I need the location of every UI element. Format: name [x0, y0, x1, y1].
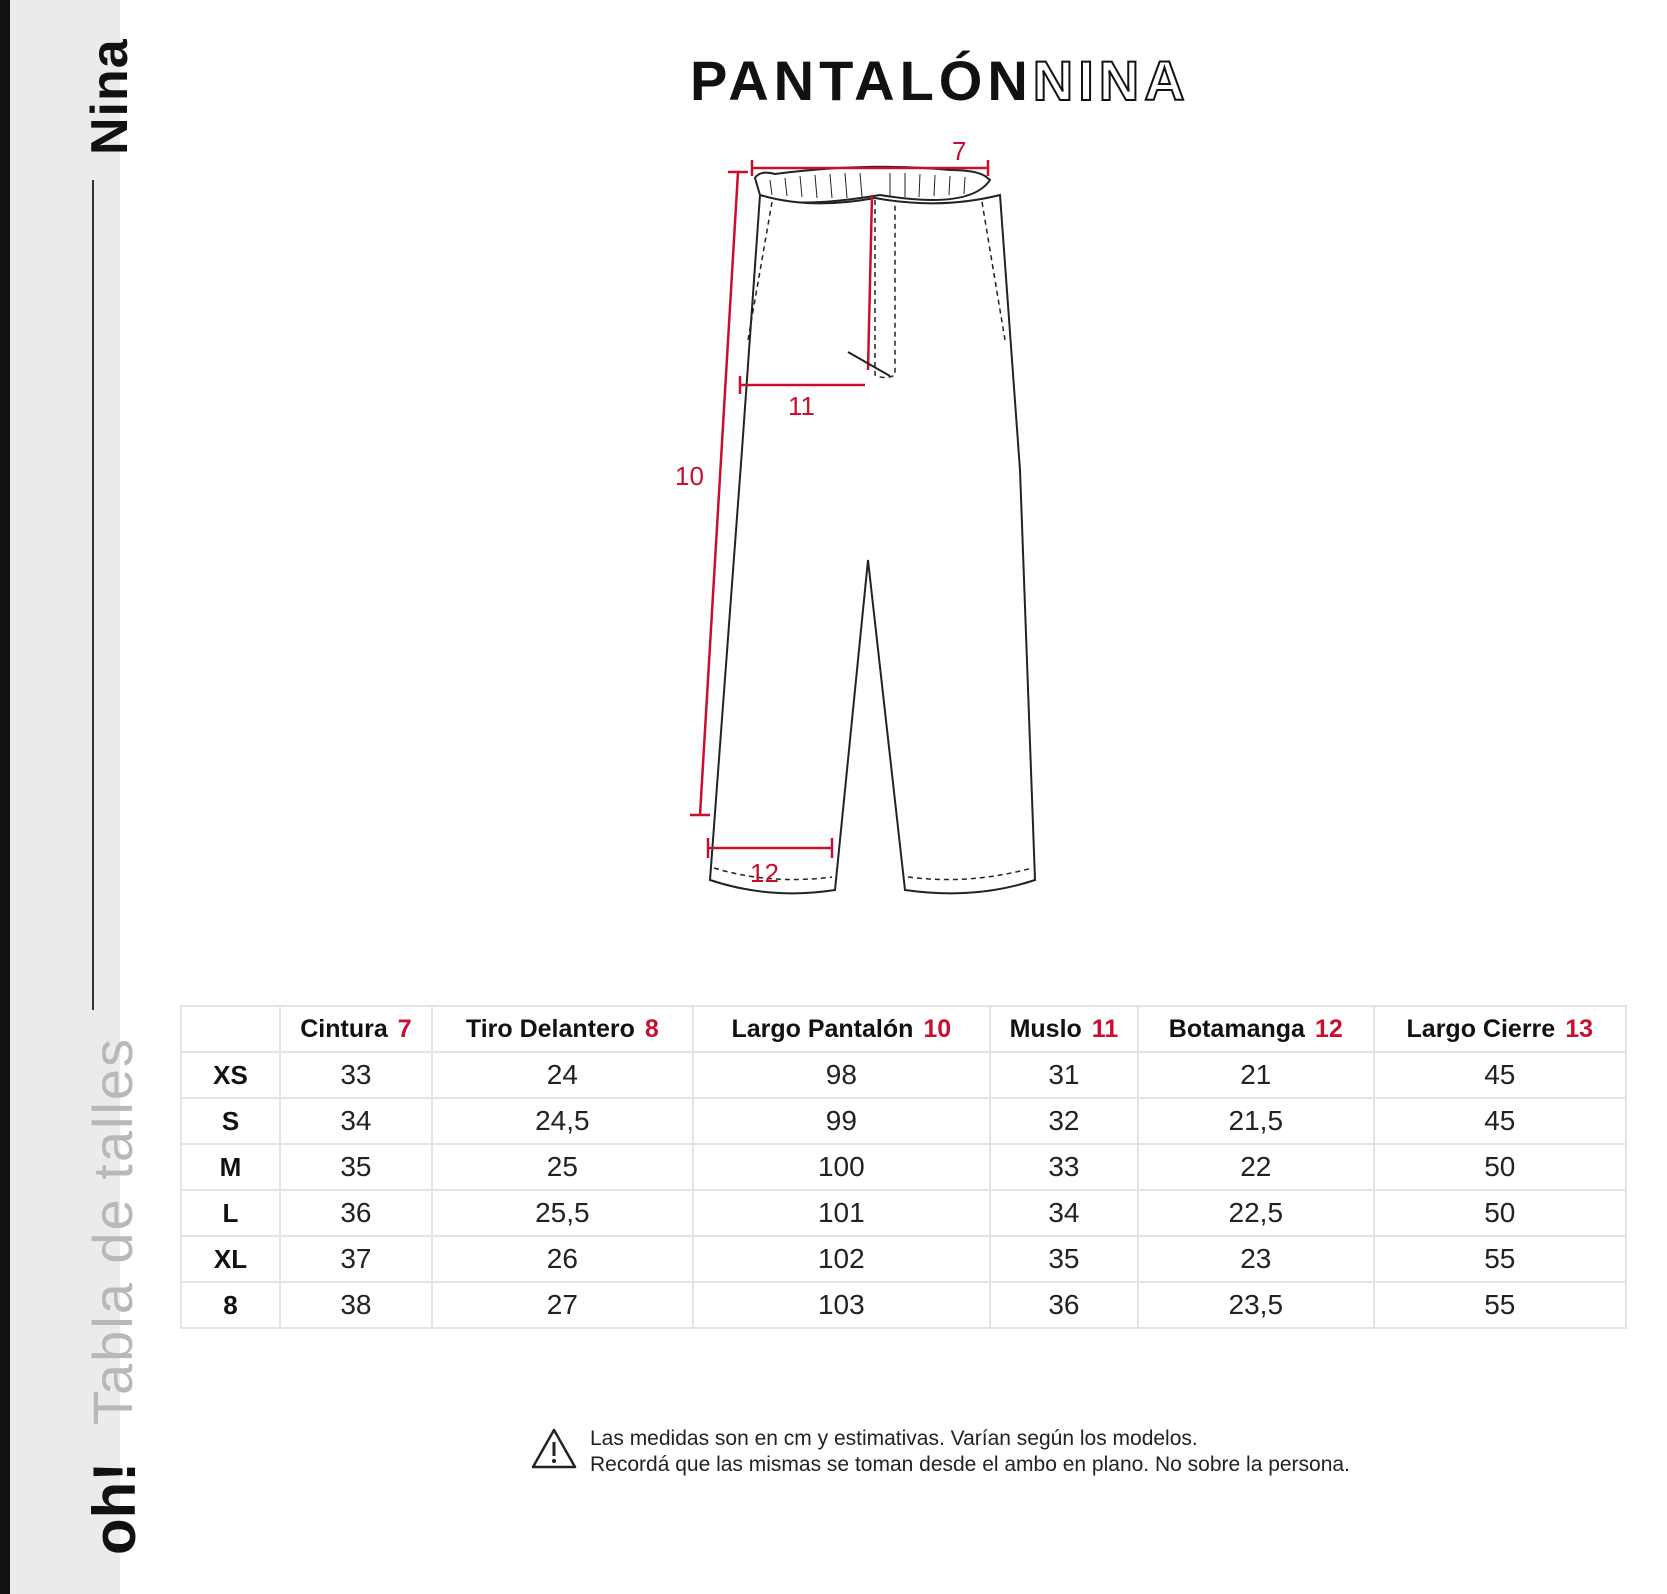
value-cell: 100	[693, 1144, 990, 1190]
value-cell: 50	[1374, 1190, 1626, 1236]
size-table-label: Tabla de talles	[81, 1036, 144, 1425]
warning-icon	[530, 1427, 578, 1471]
value-cell: 45	[1374, 1052, 1626, 1098]
table-row	[181, 1144, 1626, 1190]
value-cell: 22,5	[1138, 1190, 1374, 1236]
table-header-row	[181, 1006, 1626, 1052]
value-cell: 55	[1374, 1282, 1626, 1328]
page-title	[690, 48, 1190, 113]
value-cell: 37	[280, 1236, 432, 1282]
size-header	[181, 1006, 280, 1052]
size-cell: L	[181, 1190, 280, 1236]
value-cell: 98	[693, 1052, 990, 1098]
value-cell: 33	[280, 1052, 432, 1098]
title-outline: NINA	[1032, 49, 1190, 112]
model-name: Nina	[81, 38, 139, 155]
table-row	[181, 1098, 1626, 1144]
value-cell: 102	[693, 1236, 990, 1282]
note-line-1: Las medidas son en cm y estimativas. Varían según los modelos.	[590, 1427, 1198, 1450]
value-cell: 23,5	[1138, 1282, 1374, 1328]
size-table	[180, 1005, 1627, 1329]
value-cell: 34	[280, 1098, 432, 1144]
value-cell: 32	[990, 1098, 1138, 1144]
size-cell: S	[181, 1098, 280, 1144]
size-cell: XL	[181, 1236, 280, 1282]
value-cell: 36	[280, 1190, 432, 1236]
value-cell: 21	[1138, 1052, 1374, 1098]
value-cell: 55	[1374, 1236, 1626, 1282]
value-cell: 34	[990, 1190, 1138, 1236]
value-cell: 45	[1374, 1098, 1626, 1144]
table-row	[181, 1190, 1626, 1236]
value-cell: 25,5	[432, 1190, 693, 1236]
label-thigh: 11	[788, 391, 815, 421]
col-length: Largo Pantalón 10	[693, 1006, 990, 1052]
label-waist: 7	[952, 136, 967, 166]
sidebar-divider	[92, 180, 94, 1010]
table-row	[181, 1052, 1626, 1098]
value-cell: 99	[693, 1098, 990, 1144]
sidebar-edge	[0, 0, 10, 1594]
size-cell: M	[181, 1144, 280, 1190]
value-cell: 26	[432, 1236, 693, 1282]
col-hem: Botamanga 12	[1138, 1006, 1374, 1052]
value-cell: 101	[693, 1190, 990, 1236]
value-cell: 21,5	[1138, 1098, 1374, 1144]
value-cell: 31	[990, 1052, 1138, 1098]
label-hem: 12	[750, 858, 779, 888]
value-cell: 25	[432, 1144, 693, 1190]
table-row	[181, 1282, 1626, 1328]
label-length: 10	[675, 461, 704, 491]
value-cell: 33	[990, 1144, 1138, 1190]
value-cell: 27	[432, 1282, 693, 1328]
col-zip-length: Largo Cierre 13	[1374, 1006, 1626, 1052]
size-cell: XS	[181, 1052, 280, 1098]
value-cell: 23	[1138, 1236, 1374, 1282]
table-row	[181, 1236, 1626, 1282]
sidebar	[0, 0, 148, 1594]
title-bold: PANTALÓN	[690, 49, 1033, 112]
value-cell: 35	[990, 1236, 1138, 1282]
value-cell: 50	[1374, 1144, 1626, 1190]
value-cell: 24,5	[432, 1098, 693, 1144]
value-cell: 24	[432, 1052, 693, 1098]
col-thigh: Muslo 11	[990, 1006, 1138, 1052]
brand-logo: oh!	[81, 1461, 148, 1555]
value-cell: 36	[990, 1282, 1138, 1328]
col-waist: Cintura 7	[280, 1006, 432, 1052]
value-cell: 38	[280, 1282, 432, 1328]
col-front-rise: Tiro Delantero 8	[432, 1006, 693, 1052]
pants-outline	[710, 195, 1035, 893]
value-cell: 22	[1138, 1144, 1374, 1190]
note-line-2: Recordá que las mismas se toman desde el ambo en plano. No sobre la persona.	[590, 1453, 1350, 1476]
pants-diagram	[675, 136, 1160, 960]
value-cell: 35	[280, 1144, 432, 1190]
size-cell: 8	[181, 1282, 280, 1328]
value-cell: 103	[693, 1282, 990, 1328]
